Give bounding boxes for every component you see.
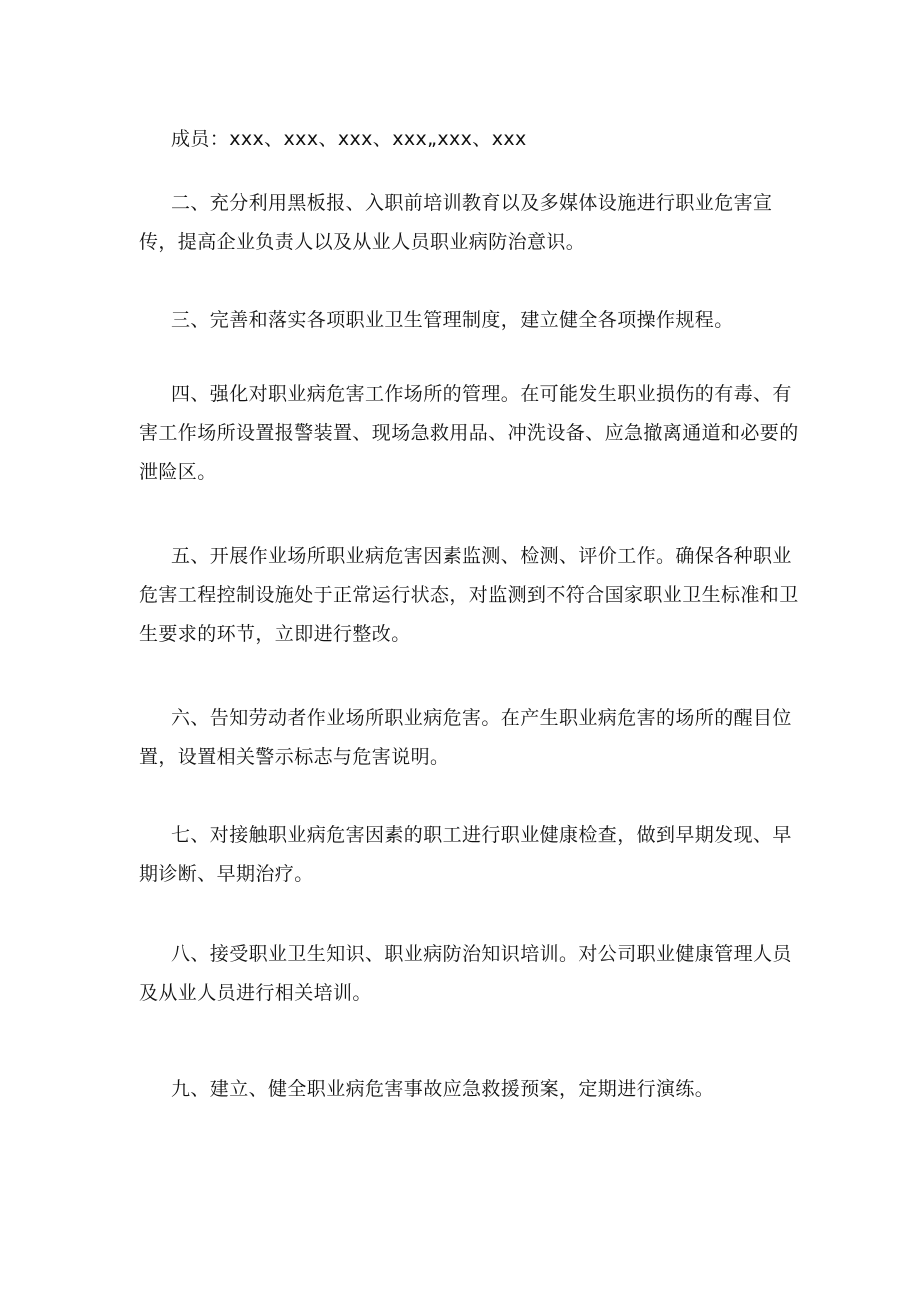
paragraph-9-emergency-plan: 九、建立、健全职业病危害事故应急救援预案，定期进行演练。 <box>171 1078 715 1100</box>
paragraph-4-workplace-management: 四、强化对职业病危害工作场所的管理。在可能发生职业损伤的有毒、有害工作场所设置报警装置、现场急救用品、冲洗设备、应急撤离通道和必要的泄险区。 <box>139 383 799 483</box>
paragraph-7-health-check: 七、对接触职业病危害因素的职工进行职业健康检查，做到早期发现、早期诊断、早期治疗。 <box>139 824 792 885</box>
paragraph-3-management-system: 三、完善和落实各项职业卫生管理制度，建立健全各项操作规程。 <box>171 309 734 331</box>
paragraph-8-training: 八、接受职业卫生知识、职业病防治知识培训。对公司职业健康管理人员及从业人员进行相关培训。 <box>139 943 792 1004</box>
paragraph-6-notification: 六、告知劳动者作业场所职业病危害。在产生职业病危害的场所的醒目位置，设置相关警示标志与危害说明。 <box>139 707 792 768</box>
members-line: 成员：xxx、xxx、xxx、xxx„xxx、xxx <box>171 128 527 150</box>
paragraph-5-monitoring: 五、开展作业场所职业病危害因素监测、检测、评价工作。确保各种职业危害工程控制设施处于正常运行状态，对监测到不符合国家职业卫生标准和卫生要求的环节，立即进行整改。 <box>139 545 799 645</box>
paragraph-2-publicity: 二、充分利用黑板报、入职前培训教育以及多媒体设施进行职业危害宣传，提高企业负责人以及从业人员职业病防治意识。 <box>139 192 773 253</box>
